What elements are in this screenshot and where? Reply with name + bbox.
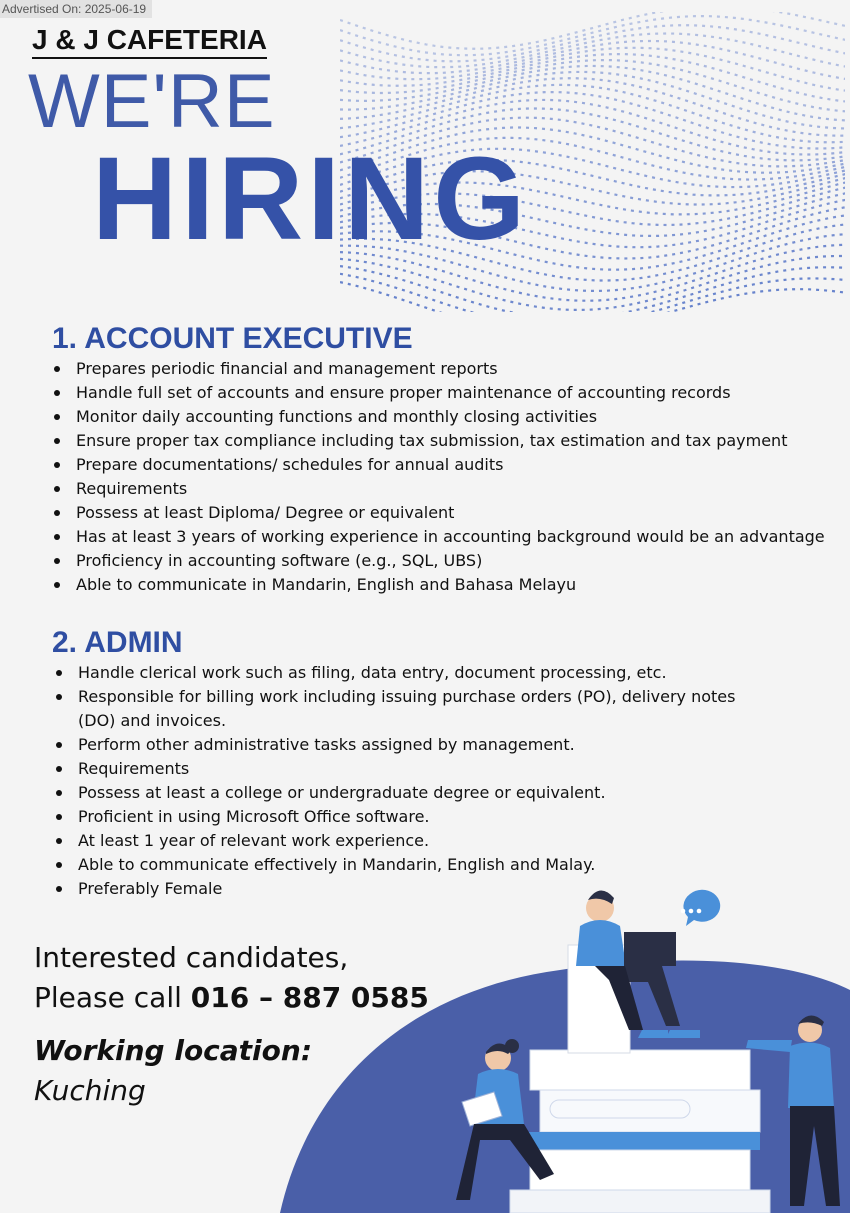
wave-line <box>340 12 845 49</box>
list-item: Handle full set of accounts and ensure proper maintenance of accounting records <box>52 381 842 405</box>
headline-hiring: HIRING <box>92 133 529 265</box>
dot <box>681 909 686 914</box>
wave-line <box>340 282 845 312</box>
chat-bubble-icon <box>683 890 720 926</box>
wave-line <box>340 72 845 129</box>
headline-were: WE'RE <box>28 59 276 144</box>
laptop <box>624 932 676 966</box>
contact-line-1: Interested candidates, <box>34 941 349 974</box>
wave-line <box>340 25 845 61</box>
person-shirt <box>788 1042 834 1108</box>
list-item: Responsible for billing work including issuing purchase orders (PO), delivery notes (DO) and invoices. <box>54 685 754 733</box>
list-item: Able to communicate in Mandarin, English and Bahasa Melayu <box>52 573 842 597</box>
company-name: J & J CAFETERIA <box>32 24 267 59</box>
book <box>510 1190 770 1213</box>
list-item: Proficiency in accounting software (e.g., SQL, UBS) <box>52 549 842 573</box>
phone-number: 016 – 887 0585 <box>190 981 429 1014</box>
wave-line <box>340 66 845 121</box>
book <box>540 1090 760 1132</box>
contact-line-2 <box>34 978 429 1018</box>
advertised-on-label: Advertised On: 2025-06-19 <box>0 0 152 18</box>
list-item: Ensure proper tax compliance including tax submission, tax estimation and tax payment <box>52 429 842 453</box>
wave-line <box>340 41 845 81</box>
list-item: Possess at least a college or undergraduate degree or equivalent. <box>54 781 754 805</box>
position-title-admin: 2. ADMIN <box>52 626 183 659</box>
wave-line <box>340 34 845 69</box>
team-illustration <box>250 880 850 1213</box>
working-location-value: Kuching <box>34 1074 146 1107</box>
list-item: Requirements <box>54 757 754 781</box>
admin-list <box>54 661 754 901</box>
list-item: Monitor daily accounting functions and monthly closing activities <box>52 405 842 429</box>
list-item: Proficient in using Microsoft Office software. <box>54 805 754 829</box>
shoe <box>666 1030 700 1038</box>
list-item: Prepares periodic financial and management reports <box>52 357 842 381</box>
list-item: Handle clerical work such as filing, data entry, document processing, etc. <box>54 661 754 685</box>
account-executive-list <box>52 357 842 597</box>
dot <box>689 909 694 914</box>
list-item: Has at least 3 years of working experience in accounting background would be an advantage <box>52 525 842 549</box>
list-item: Prepare documentations/ schedules for annual audits <box>52 453 842 477</box>
list-item: At least 1 year of relevant work experience. <box>54 829 754 853</box>
book <box>520 1132 760 1150</box>
person-shirt <box>576 920 626 966</box>
book <box>530 1150 750 1190</box>
list-item: Possess at least Diploma/ Degree or equivalent <box>52 501 842 525</box>
shoe <box>638 1030 668 1038</box>
list-item: Preferably Female <box>54 877 754 901</box>
book <box>530 1050 750 1090</box>
wave-line <box>340 48 845 92</box>
contact-prefix: Please call <box>34 981 191 1014</box>
list-item: Able to communicate effectively in Mandarin, English and Malay. <box>54 853 754 877</box>
wave-line <box>340 16 845 55</box>
wave-line <box>340 266 845 312</box>
position-title-account-executive: 1. ACCOUNT EXECUTIVE <box>52 322 413 355</box>
contact-block <box>34 938 429 1018</box>
dot <box>697 909 702 914</box>
list-item: Perform other administrative tasks assigned by management. <box>54 733 754 757</box>
working-location-label: Working location: <box>34 1034 313 1067</box>
list-item: Requirements <box>52 477 842 501</box>
